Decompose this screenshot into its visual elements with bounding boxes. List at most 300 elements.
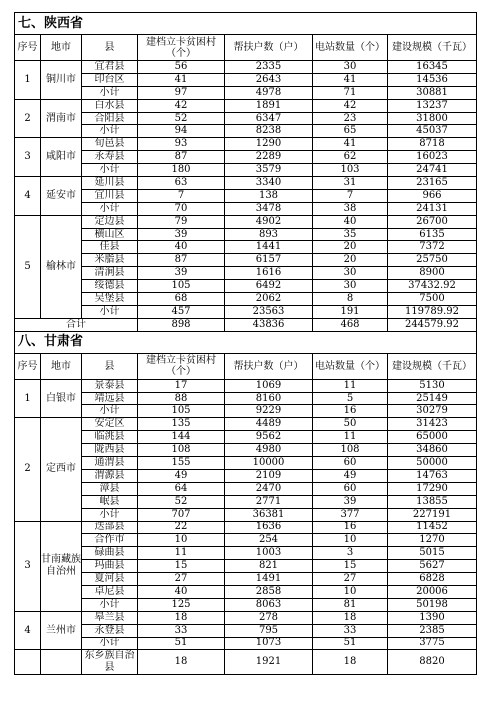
table-row (15, 598, 477, 611)
capacity-kw: 16023 (388, 151, 477, 164)
row-number: 1 (15, 61, 41, 100)
county-name: 小计 (82, 598, 138, 611)
capacity-kw: 31800 (388, 112, 477, 125)
section-title-row (15, 331, 477, 353)
capacity-kw: 26700 (388, 215, 477, 228)
poor-villages: 40 (138, 585, 225, 598)
capacity-kw: 17290 (388, 482, 477, 495)
poor-villages: 52 (138, 495, 225, 508)
poor-villages: 707 (138, 508, 225, 521)
capacity-kw: 24131 (388, 202, 477, 215)
households: 1069 (225, 379, 313, 392)
row-number: 3 (15, 138, 41, 177)
poor-villages: 144 (138, 431, 225, 444)
table-row (15, 560, 477, 573)
households: 9229 (225, 405, 313, 418)
poor-villages: 52 (138, 112, 225, 125)
column-header: 地市 (41, 353, 82, 379)
capacity-kw: 20006 (388, 585, 477, 598)
capacity-kw: 50000 (388, 457, 477, 470)
column-header: 建设规模（千瓦） (388, 35, 477, 61)
county-name: 景泰县 (82, 379, 138, 392)
station-count: 27 (313, 573, 388, 586)
table-row (15, 151, 477, 164)
table-row (15, 495, 477, 508)
households: 1616 (225, 267, 313, 280)
households: 138 (225, 189, 313, 202)
households: 1491 (225, 573, 313, 586)
county-name: 小计 (82, 508, 138, 521)
table-row (15, 73, 477, 86)
households: 1891 (225, 99, 313, 112)
section-title: 八、甘肃省 (15, 331, 477, 353)
poor-villages: 40 (138, 241, 225, 254)
poor-villages: 97 (138, 86, 225, 99)
county-name: 白水县 (82, 99, 138, 112)
households: 2062 (225, 293, 313, 306)
county-name: 合阳县 (82, 112, 138, 125)
capacity-kw: 6828 (388, 573, 477, 586)
poor-villages: 105 (138, 280, 225, 293)
table-row (15, 444, 477, 457)
capacity-kw: 1270 (388, 534, 477, 547)
table-row (15, 99, 477, 112)
row-number: 1 (15, 379, 41, 418)
station-count: 41 (313, 138, 388, 151)
station-count: 33 (313, 624, 388, 637)
poor-villages: 56 (138, 61, 225, 74)
capacity-kw: 3775 (388, 637, 477, 650)
table-row (15, 125, 477, 138)
capacity-kw: 14763 (388, 469, 477, 482)
county-name: 小计 (82, 202, 138, 215)
station-count: 191 (313, 305, 388, 318)
city-name: 渭南市 (41, 99, 82, 138)
households: 795 (225, 624, 313, 637)
poor-villages: 79 (138, 215, 225, 228)
county-name: 永寿县 (82, 151, 138, 164)
station-count: 71 (313, 86, 388, 99)
capacity-kw: 25149 (388, 392, 477, 405)
table-row (15, 585, 477, 598)
total-value: 43836 (225, 318, 313, 331)
table-row (15, 241, 477, 254)
row-number: 4 (15, 177, 41, 216)
county-name: 佳县 (82, 241, 138, 254)
station-count: 39 (313, 495, 388, 508)
households: 254 (225, 534, 313, 547)
households: 893 (225, 228, 313, 241)
poor-villages: 39 (138, 228, 225, 241)
households: 278 (225, 611, 313, 624)
poor-villages: 51 (138, 637, 225, 650)
city-name: 兰州市 (41, 611, 82, 650)
row-number: 3 (15, 521, 41, 611)
poor-villages: 33 (138, 624, 225, 637)
city-name: 榆林市 (41, 215, 82, 318)
section-title-row (15, 13, 477, 35)
county-name: 小计 (82, 125, 138, 138)
capacity-kw: 16345 (388, 61, 477, 74)
households: 2335 (225, 61, 313, 74)
station-count: 103 (313, 164, 388, 177)
households: 4902 (225, 215, 313, 228)
header-row (15, 353, 477, 379)
capacity-kw: 1390 (388, 611, 477, 624)
station-count: 49 (313, 469, 388, 482)
households: 8238 (225, 125, 313, 138)
poor-villages: 49 (138, 469, 225, 482)
households: 10000 (225, 457, 313, 470)
city-name: 铜川市 (41, 61, 82, 100)
households: 1003 (225, 547, 313, 560)
station-count: 20 (313, 254, 388, 267)
capacity-kw: 13237 (388, 99, 477, 112)
households: 3478 (225, 202, 313, 215)
capacity-kw: 227191 (388, 508, 477, 521)
table-row (15, 280, 477, 293)
station-count: 5 (313, 392, 388, 405)
station-count: 65 (313, 125, 388, 138)
households: 36381 (225, 508, 313, 521)
station-count: 62 (313, 151, 388, 164)
table-row (15, 431, 477, 444)
county-name: 清涧县 (82, 267, 138, 280)
table-row (15, 215, 477, 228)
households: 3340 (225, 177, 313, 190)
column-header: 建设规模（千瓦） (388, 353, 477, 379)
households: 1290 (225, 138, 313, 151)
table-row (15, 573, 477, 586)
station-count: 51 (313, 637, 388, 650)
table-row (15, 138, 477, 151)
table-row (15, 202, 477, 215)
total-value: 468 (313, 318, 388, 331)
capacity-kw: 2385 (388, 624, 477, 637)
county-name: 印台区 (82, 73, 138, 86)
poor-villages: 87 (138, 254, 225, 267)
station-count: 50 (313, 418, 388, 431)
poor-villages: 155 (138, 457, 225, 470)
poor-villages: 10 (138, 534, 225, 547)
station-count: 15 (313, 560, 388, 573)
households: 4978 (225, 86, 313, 99)
poor-villages: 27 (138, 573, 225, 586)
table-row (15, 457, 477, 470)
header-row (15, 35, 477, 61)
station-count: 42 (313, 99, 388, 112)
table-row (15, 254, 477, 267)
county-name: 夏河县 (82, 573, 138, 586)
capacity-kw: 31423 (388, 418, 477, 431)
county-name: 永登县 (82, 624, 138, 637)
total-value: 244579.92 (388, 318, 477, 331)
total-row (15, 318, 477, 331)
capacity-kw: 30881 (388, 86, 477, 99)
households: 2643 (225, 73, 313, 86)
table-row (15, 61, 477, 74)
city-name: 定西市 (41, 418, 82, 521)
poor-villages: 68 (138, 293, 225, 306)
poor-villages: 22 (138, 521, 225, 534)
table-row (15, 305, 477, 318)
poor-villages: 18 (138, 611, 225, 624)
table-row (15, 611, 477, 624)
poor-villages: 94 (138, 125, 225, 138)
station-count: 11 (313, 431, 388, 444)
poor-villages: 125 (138, 598, 225, 611)
column-header: 建档立卡贫困村（个） (138, 35, 225, 61)
station-count: 30 (313, 267, 388, 280)
city-name: 延安市 (41, 177, 82, 216)
county-name: 通渭县 (82, 457, 138, 470)
capacity-kw: 7372 (388, 241, 477, 254)
capacity-kw: 5627 (388, 560, 477, 573)
table-row (15, 177, 477, 190)
table-row (15, 534, 477, 547)
table-row (15, 228, 477, 241)
households: 8160 (225, 392, 313, 405)
city-name: 白银市 (41, 379, 82, 418)
station-count: 30 (313, 61, 388, 74)
capacity-kw: 50198 (388, 598, 477, 611)
section-title: 七、陕西省 (15, 13, 477, 35)
column-header: 电站数量（个） (313, 353, 388, 379)
poor-villages: 39 (138, 267, 225, 280)
poor-villages: 180 (138, 164, 225, 177)
households: 2109 (225, 469, 313, 482)
table-row (15, 267, 477, 280)
poor-villages: 7 (138, 189, 225, 202)
capacity-kw: 65000 (388, 431, 477, 444)
county-name: 小计 (82, 637, 138, 650)
county-name: 吴堡县 (82, 293, 138, 306)
table-row (15, 112, 477, 125)
station-count: 30 (313, 280, 388, 293)
station-count: 31 (313, 177, 388, 190)
households: 9562 (225, 431, 313, 444)
county-name: 小计 (82, 86, 138, 99)
poor-villages: 63 (138, 177, 225, 190)
column-header: 序号 (15, 35, 41, 61)
county-name: 碌曲县 (82, 547, 138, 560)
station-count: 10 (313, 534, 388, 547)
row-number: 2 (15, 99, 41, 138)
capacity-kw: 13855 (388, 495, 477, 508)
station-count: 108 (313, 444, 388, 457)
county-name: 东乡族自治县 (82, 650, 138, 675)
city-name: 咸阳市 (41, 138, 82, 177)
station-count: 18 (313, 650, 388, 675)
station-count: 40 (313, 215, 388, 228)
poor-villages: 88 (138, 392, 225, 405)
poor-villages: 87 (138, 151, 225, 164)
station-count: 16 (313, 405, 388, 418)
station-count: 7 (313, 189, 388, 202)
station-count: 16 (313, 521, 388, 534)
county-name: 卓尼县 (82, 585, 138, 598)
capacity-kw: 5130 (388, 379, 477, 392)
station-count: 3 (313, 547, 388, 560)
households: 2289 (225, 151, 313, 164)
table-row (15, 189, 477, 202)
households: 6157 (225, 254, 313, 267)
households: 2858 (225, 585, 313, 598)
poor-villages: 457 (138, 305, 225, 318)
county-name: 靖远县 (82, 392, 138, 405)
table-row (15, 392, 477, 405)
station-count: 60 (313, 482, 388, 495)
column-header: 建档立卡贫困村（个） (138, 353, 225, 379)
county-name: 小计 (82, 305, 138, 318)
poor-villages: 105 (138, 405, 225, 418)
row-number: 2 (15, 418, 41, 521)
county-name: 漳县 (82, 482, 138, 495)
households: 1636 (225, 521, 313, 534)
households: 2470 (225, 482, 313, 495)
column-header: 电站数量（个） (313, 35, 388, 61)
county-name: 定边县 (82, 215, 138, 228)
station-count: 41 (313, 73, 388, 86)
capacity-kw: 24741 (388, 164, 477, 177)
county-name: 皋兰县 (82, 611, 138, 624)
county-name: 安定区 (82, 418, 138, 431)
capacity-kw: 8718 (388, 138, 477, 151)
county-name: 米脂县 (82, 254, 138, 267)
households: 1441 (225, 241, 313, 254)
households: 4489 (225, 418, 313, 431)
capacity-kw: 25750 (388, 254, 477, 267)
poor-villages: 15 (138, 560, 225, 573)
county-name: 小计 (82, 405, 138, 418)
county-name: 临洮县 (82, 431, 138, 444)
table-row (15, 650, 477, 675)
county-name: 迭部县 (82, 521, 138, 534)
poor-villages: 11 (138, 547, 225, 560)
poverty-pv-table (14, 12, 477, 675)
households: 23563 (225, 305, 313, 318)
county-name: 岷县 (82, 495, 138, 508)
households: 8063 (225, 598, 313, 611)
station-count: 60 (313, 457, 388, 470)
households: 3579 (225, 164, 313, 177)
column-header: 序号 (15, 353, 41, 379)
table-row (15, 469, 477, 482)
column-header: 县 (82, 353, 138, 379)
table-row (15, 405, 477, 418)
total-label: 合计 (15, 318, 138, 331)
table-row (15, 379, 477, 392)
poor-villages: 41 (138, 73, 225, 86)
county-name: 陇西县 (82, 444, 138, 457)
table-row (15, 624, 477, 637)
row-number: 4 (15, 611, 41, 650)
poor-villages: 17 (138, 379, 225, 392)
table-row (15, 521, 477, 534)
station-count: 10 (313, 585, 388, 598)
county-name: 合作市 (82, 534, 138, 547)
capacity-kw: 966 (388, 189, 477, 202)
table-row (15, 164, 477, 177)
county-name: 渭源县 (82, 469, 138, 482)
station-count: 38 (313, 202, 388, 215)
capacity-kw: 45037 (388, 125, 477, 138)
station-count: 23 (313, 112, 388, 125)
total-value: 898 (138, 318, 225, 331)
column-header: 帮扶户数（户） (225, 353, 313, 379)
county-name: 旬邑县 (82, 138, 138, 151)
poor-villages: 42 (138, 99, 225, 112)
city-name: 甘南藏族自治州 (41, 521, 82, 611)
capacity-kw: 8900 (388, 267, 477, 280)
poor-villages: 70 (138, 202, 225, 215)
column-header: 地市 (41, 35, 82, 61)
station-count: 20 (313, 241, 388, 254)
poor-villages: 18 (138, 650, 225, 675)
households: 821 (225, 560, 313, 573)
capacity-kw: 14536 (388, 73, 477, 86)
county-name: 玛曲县 (82, 560, 138, 573)
households: 2771 (225, 495, 313, 508)
capacity-kw: 119789.92 (388, 305, 477, 318)
table-row (15, 86, 477, 99)
table-row (15, 293, 477, 306)
poor-villages: 93 (138, 138, 225, 151)
row-number: 5 (15, 215, 41, 318)
households: 4980 (225, 444, 313, 457)
station-count: 8 (313, 293, 388, 306)
households: 6347 (225, 112, 313, 125)
county-name: 小计 (82, 164, 138, 177)
column-header: 帮扶户数（户） (225, 35, 313, 61)
column-header: 县 (82, 35, 138, 61)
county-name: 横山区 (82, 228, 138, 241)
document-page (14, 12, 476, 675)
capacity-kw: 23165 (388, 177, 477, 190)
capacity-kw: 34860 (388, 444, 477, 457)
county-name: 宜川县 (82, 189, 138, 202)
table-row (15, 418, 477, 431)
poor-villages: 64 (138, 482, 225, 495)
station-count: 11 (313, 379, 388, 392)
capacity-kw: 8820 (388, 650, 477, 675)
capacity-kw: 7500 (388, 293, 477, 306)
table-row (15, 482, 477, 495)
households: 6492 (225, 280, 313, 293)
station-count: 18 (313, 611, 388, 624)
station-count: 377 (313, 508, 388, 521)
households: 1073 (225, 637, 313, 650)
city-name (41, 650, 82, 675)
poor-villages: 135 (138, 418, 225, 431)
capacity-kw: 37432.92 (388, 280, 477, 293)
poor-villages: 108 (138, 444, 225, 457)
households: 1921 (225, 650, 313, 675)
table-row (15, 508, 477, 521)
county-name: 宜君县 (82, 61, 138, 74)
capacity-kw: 6135 (388, 228, 477, 241)
table-row (15, 637, 477, 650)
county-name: 延川县 (82, 177, 138, 190)
county-name: 绥德县 (82, 280, 138, 293)
row-number (15, 650, 41, 675)
station-count: 35 (313, 228, 388, 241)
capacity-kw: 5015 (388, 547, 477, 560)
capacity-kw: 11452 (388, 521, 477, 534)
table-row (15, 547, 477, 560)
capacity-kw: 30279 (388, 405, 477, 418)
station-count: 81 (313, 598, 388, 611)
